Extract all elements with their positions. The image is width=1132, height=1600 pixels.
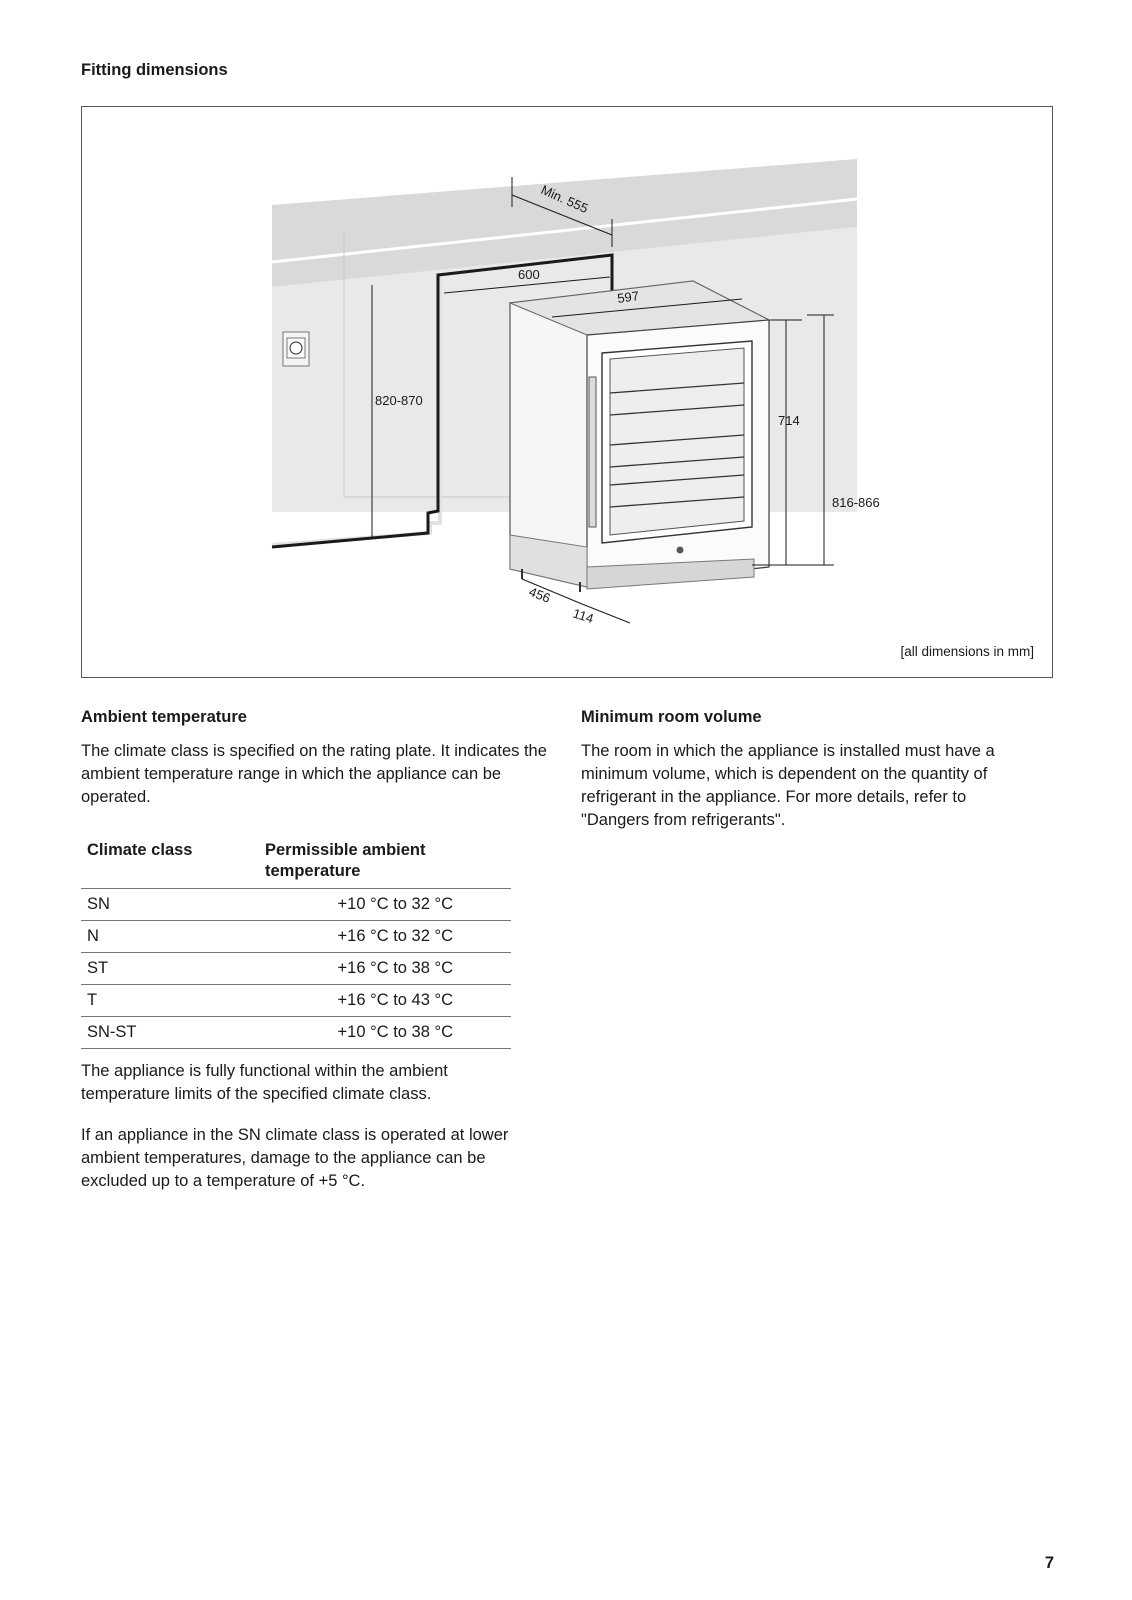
- table-row: [81, 953, 511, 985]
- min-depth-label: Min. 555: [538, 182, 591, 217]
- power-socket-icon: [283, 332, 309, 366]
- installation-diagram: [82, 107, 1052, 677]
- niche-width-label: 600: [518, 267, 540, 282]
- ambient-temperature-heading: Ambient temperature: [81, 708, 247, 726]
- climate-class-cell: SN: [81, 889, 263, 921]
- sn-class-paragraph: If an appliance in the SN climate class is operated at lower ambient temperatures, damage to the appliance can be excluded up to a temperature of +5 °C.: [81, 1126, 509, 1190]
- plinth-depth-label: 114: [571, 605, 596, 627]
- ambient-intro: The climate class is specified on the rating plate. It indicates the ambient temperature range in which the appliance can be operated.: [81, 742, 547, 806]
- table-row: [81, 921, 511, 953]
- header-climate-class: Climate class: [81, 836, 263, 889]
- climate-class-table: [81, 836, 511, 1049]
- table-row: [81, 889, 511, 921]
- room-volume-text: The room in which the appliance is installed must have a minimum volume, which is dependent on the quantity of refrigerant in the appliance. For more details, refer to "Dangers from refrigerants".: [581, 742, 995, 829]
- climate-class-cell: T: [81, 985, 263, 1017]
- section-title: Fitting dimensions: [81, 61, 228, 79]
- wine-cooler-appliance: [510, 281, 769, 592]
- temperature-range-cell: +16 °C to 38 °C: [263, 953, 511, 985]
- units-note: [all dimensions in mm]: [900, 644, 1034, 659]
- appliance-depth-label: 456: [526, 583, 553, 606]
- room-volume-heading: Minimum room volume: [581, 708, 762, 726]
- table-header-row: [81, 836, 511, 889]
- header-permissible-temperature: Permissible ambient temperature: [263, 836, 511, 889]
- temperature-range-cell: +16 °C to 43 °C: [263, 985, 511, 1017]
- table-row: [81, 985, 511, 1017]
- climate-class-cell: SN-ST: [81, 1017, 263, 1049]
- climate-class-cell: N: [81, 921, 263, 953]
- total-height-label: 816-866: [832, 495, 880, 510]
- temperature-range-cell: +16 °C to 32 °C: [263, 921, 511, 953]
- temperature-range-cell: +10 °C to 38 °C: [263, 1017, 511, 1049]
- page-number: 7: [1044, 1554, 1054, 1572]
- table-row: [81, 1017, 511, 1049]
- climate-class-cell: ST: [81, 953, 263, 985]
- functional-limits-paragraph: The appliance is fully functional within the ambient temperature limits of the specified climate class.: [81, 1062, 448, 1103]
- temperature-range-cell: +10 °C to 32 °C: [263, 889, 511, 921]
- fitting-dimensions-figure: [81, 106, 1053, 678]
- appliance-width-label: 597: [616, 288, 640, 306]
- appliance-height-label: 714: [778, 413, 800, 428]
- niche-height-label: 820-870: [375, 393, 423, 408]
